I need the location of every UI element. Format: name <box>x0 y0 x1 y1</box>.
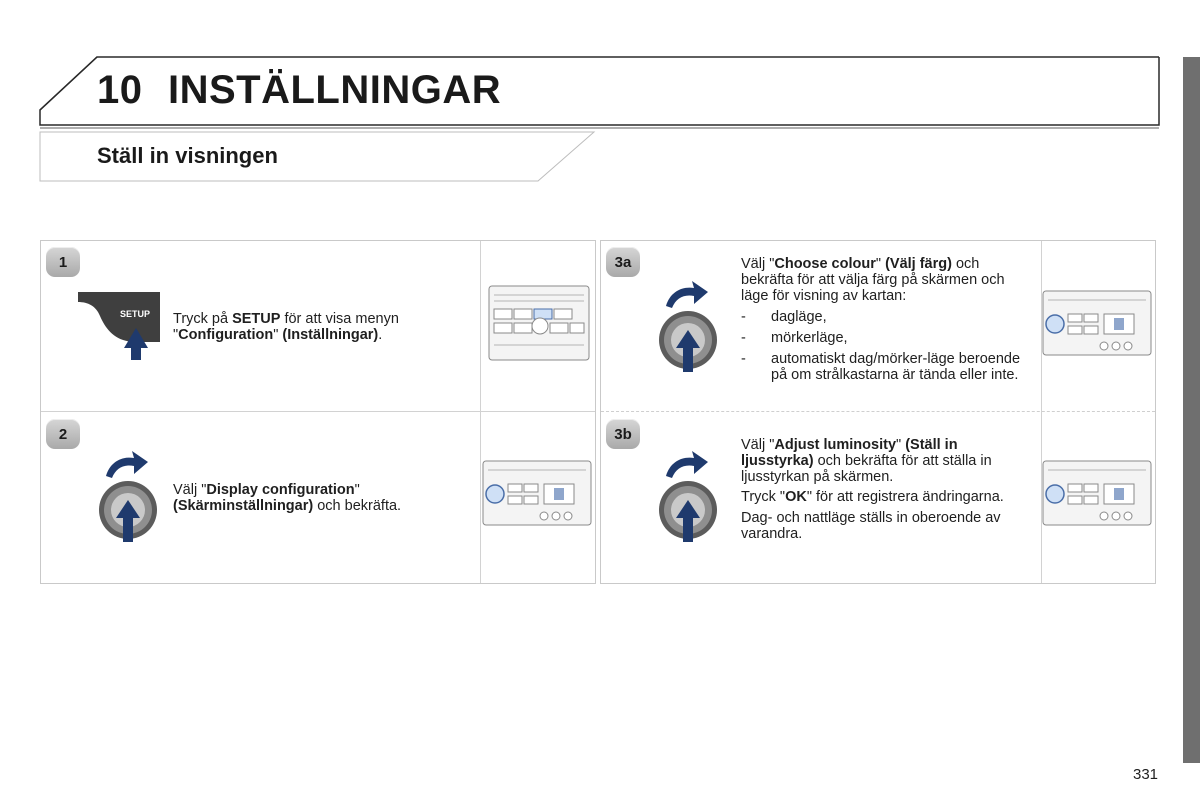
page-number: 331 <box>1133 766 1159 783</box>
list-item <box>741 309 1021 325</box>
rotary-knob-icon <box>96 448 160 546</box>
step-1-text <box>173 311 458 343</box>
step-3b-para-2 <box>741 489 1026 505</box>
list-item-text: automatiskt dag/mörker-läge beroende på om strålkastarna är tända eller inte. <box>771 351 1021 383</box>
section-title: Ställ in visningen <box>97 143 278 168</box>
panel-divider <box>480 241 481 583</box>
text-bold: (Skärminställningar) <box>173 498 314 514</box>
text-bold: Configuration <box>178 327 274 343</box>
step-badge: 3a <box>606 247 640 277</box>
step-3b-text <box>741 437 1026 542</box>
list-dash: - <box>741 309 746 325</box>
chapter-title: INSTÄLLNINGAR <box>168 68 502 112</box>
list-dash: - <box>741 351 746 367</box>
step-3a-intro <box>741 256 1021 304</box>
setup-button-label: SETUP <box>119 309 151 319</box>
text-bold: OK <box>785 489 807 505</box>
panel-divider-dashed <box>601 411 1155 412</box>
list-item <box>741 351 1021 383</box>
text-bold: Choose colour <box>774 256 876 272</box>
list-item-text: mörkerläge, <box>771 330 848 346</box>
text-run: " <box>354 482 360 498</box>
text-bold: Adjust luminosity <box>774 437 897 453</box>
list-item <box>741 330 1021 346</box>
setup-button-icon <box>76 290 166 362</box>
step-3b-para-3: Dag- och nattläge ställs in oberoende av varandra. <box>741 510 1001 542</box>
text-run: " <box>273 327 283 343</box>
text-run: och bekräfta. <box>313 498 402 514</box>
text-bold: Display configuration <box>206 482 355 498</box>
text-run: Tryck " <box>741 489 786 505</box>
list-item-text: dagläge, <box>771 309 827 325</box>
text-run: Tryck på <box>173 311 233 327</box>
text-run: Välj " <box>741 437 775 453</box>
list-dash: - <box>741 330 746 346</box>
step-badge: 1 <box>46 247 80 277</box>
radio-panel-icon <box>488 285 590 361</box>
chapter-number: 10 <box>97 68 143 112</box>
text-run: " <box>896 437 906 453</box>
rotary-knob-icon <box>656 278 720 376</box>
step-3b-para-1 <box>741 437 1026 485</box>
text-run: " för att registrera ändringarna. <box>806 489 1004 505</box>
text-run: Välj " <box>741 256 775 272</box>
step-3a-text <box>741 256 1021 383</box>
text-bold: (Inställningar) <box>282 327 379 343</box>
text-run: Välj " <box>173 482 207 498</box>
text-bold: SETUP <box>232 311 281 327</box>
text-run: . <box>378 327 383 343</box>
radio-panel-icon <box>1042 290 1152 356</box>
step-badge: 2 <box>46 419 80 449</box>
text-run: för att visa menyn " <box>173 311 399 343</box>
step-2-text <box>173 482 458 514</box>
radio-panel-icon <box>482 460 592 526</box>
radio-panel-icon <box>1042 460 1152 526</box>
rotary-knob-icon <box>656 448 720 546</box>
step-badge: 3b <box>606 419 640 449</box>
panel-divider <box>41 411 595 412</box>
text-run: och bekräfta för att ställa in ljusstyrkan på skärmen. <box>741 453 992 485</box>
text-bold: (Ställ in ljusstyrka) <box>741 437 958 469</box>
text-bold: (Välj färg) <box>885 256 952 272</box>
text-run: och bekräfta för att välja färg på skärmen och läge för visning av kartan: <box>741 256 1005 304</box>
side-tab-bar <box>1183 57 1200 763</box>
text-run: " <box>875 256 886 272</box>
